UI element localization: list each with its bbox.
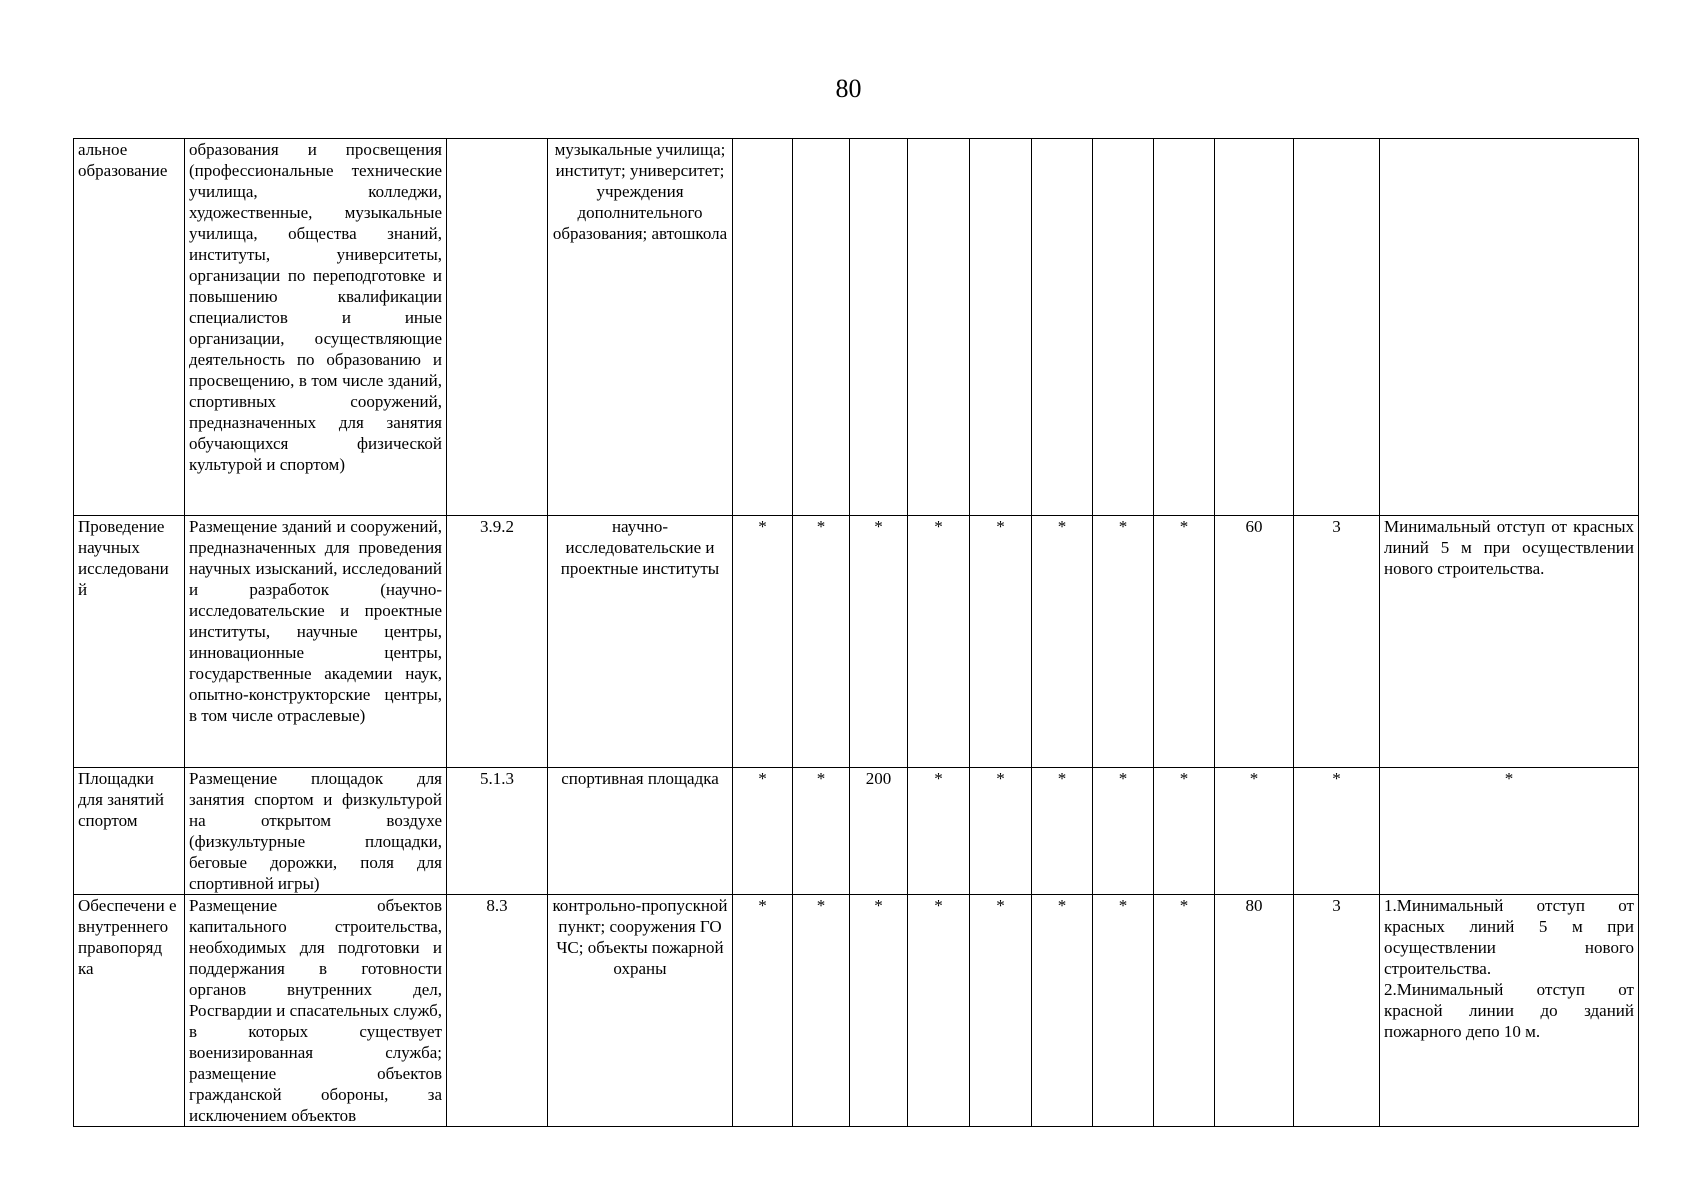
note-cell: [1380, 895, 1639, 1127]
permitted-use-cell: музыкальные училища; институт; университет; учреждения дополнительного образования; автошкола: [548, 139, 733, 516]
table-row: [74, 516, 1639, 768]
note-cell: Минимальный отступ от красных линий 5 м при осуществлении нового строительства.: [1380, 516, 1639, 768]
param-cell: *: [970, 516, 1032, 768]
code-cell: [447, 139, 548, 516]
permitted-use-cell: контрольно-пропускной пункт; сооружения ГО ЧС; объекты пожарной охраны: [548, 895, 733, 1127]
land-use-regulations-table: [73, 138, 1639, 1127]
param-cell: *: [1154, 895, 1215, 1127]
param-cell: *: [793, 516, 850, 768]
param-cell: [1294, 139, 1380, 516]
param-cell: 200: [850, 768, 908, 895]
code-cell: 3.9.2: [447, 516, 548, 768]
param-cell: [793, 139, 850, 516]
param-cell: *: [793, 895, 850, 1127]
param-cell: *: [1154, 768, 1215, 895]
param-cell: *: [1294, 768, 1380, 895]
description-cell: Размещение зданий и сооружений, предназначенных для проведения научных изысканий, исследований и разработок (научно-исследовательские и проектные институты, научные центры, инновационные центры, государственные академии наук, опытно-конструкторские центры, в том числе отраслевые): [185, 516, 447, 768]
param-cell: *: [908, 895, 970, 1127]
note-line: 2.Минимальный отступ от красной линии до зданий пожарного депо 10 м.: [1384, 980, 1634, 1041]
description-cell: Размещение объектов капитального строительства, необходимых для подготовки и поддержания в готовности органов внутренних дел, Росгвардии и спасательных служб, в которых существует военизированная служба; размещение объектов гражданской обороны, за исключением объектов: [185, 895, 447, 1127]
param-cell: *: [970, 895, 1032, 1127]
param-cell: *: [1215, 768, 1294, 895]
param-cell: [970, 139, 1032, 516]
permitted-use-cell: спортивная площадка: [548, 768, 733, 895]
param-cell: [733, 139, 793, 516]
param-cell: [908, 139, 970, 516]
param-cell: [1032, 139, 1093, 516]
param-cell: *: [733, 768, 793, 895]
land-use-type-cell: Обеспечени е внутреннего правопоряд ка: [74, 895, 185, 1127]
page-number: 80: [835, 74, 862, 103]
param-cell: *: [908, 768, 970, 895]
param-cell: 3: [1294, 895, 1380, 1127]
param-cell: [1093, 139, 1154, 516]
land-use-type-cell: Проведение научных исследовани й: [74, 516, 185, 768]
note-cell: [1380, 139, 1639, 516]
code-cell: 5.1.3: [447, 768, 548, 895]
note-cell: *: [1380, 768, 1639, 895]
param-cell: 60: [1215, 516, 1294, 768]
param-cell: *: [733, 516, 793, 768]
param-cell: *: [1093, 895, 1154, 1127]
param-cell: *: [1032, 516, 1093, 768]
param-cell: *: [1032, 895, 1093, 1127]
param-cell: 3: [1294, 516, 1380, 768]
table-row: [74, 895, 1639, 1127]
param-cell: *: [1032, 768, 1093, 895]
description-cell: образования и просвещения (профессиональные технические училища, колледжи, художественные, музыкальные училища, общества знаний, институты, университеты, организации по переподготовке и повышению квалификации специалистов и иные организации, осуществляющие деятельность по образованию и просвещению, в том числе зданий, спортивных сооружений, предназначенных для занятия обучающихся физической культурой и спортом): [185, 139, 447, 516]
land-use-type-cell: альное образование: [74, 139, 185, 516]
param-cell: *: [793, 768, 850, 895]
param-cell: *: [1093, 516, 1154, 768]
param-cell: *: [850, 516, 908, 768]
permitted-use-cell: научно-исследовательские и проектные институты: [548, 516, 733, 768]
code-cell: 8.3: [447, 895, 548, 1127]
land-use-type-cell: Площадки для занятий спортом: [74, 768, 185, 895]
param-cell: *: [850, 895, 908, 1127]
table-row: [74, 139, 1639, 516]
param-cell: *: [908, 516, 970, 768]
param-cell: 80: [1215, 895, 1294, 1127]
param-cell: [1154, 139, 1215, 516]
description-cell: Размещение площадок для занятия спортом и физкультурой на открытом воздухе (физкультурные площадки, беговые дорожки, поля для спортивной игры): [185, 768, 447, 895]
param-cell: *: [1093, 768, 1154, 895]
note-line: 1.Минимальный отступ от красных линий 5 м при осуществлении нового строительства.: [1384, 896, 1634, 978]
param-cell: [1215, 139, 1294, 516]
table-row: [74, 768, 1639, 895]
param-cell: *: [1154, 516, 1215, 768]
param-cell: *: [970, 768, 1032, 895]
param-cell: *: [733, 895, 793, 1127]
param-cell: [850, 139, 908, 516]
